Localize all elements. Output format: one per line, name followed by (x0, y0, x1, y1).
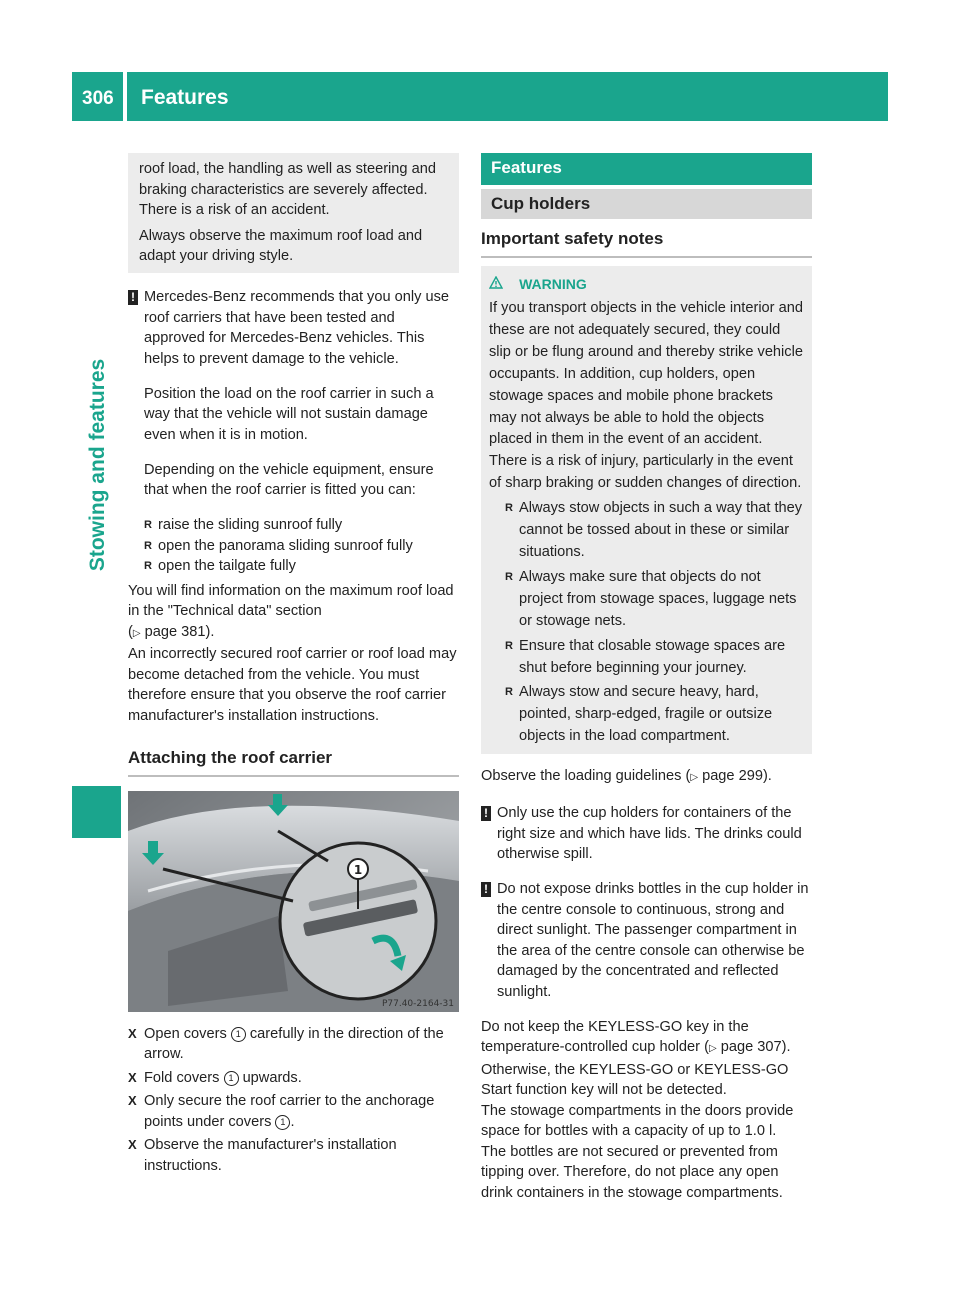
body-paragraph (481, 766, 812, 789)
warning-text: If you transport objects in the vehicle interior and these are not adequately secured, they could slip or be flung around and thereby strike vehicle occupants. In addition, cup holders, open stowage spaces and mobile phone brackets may not always be able to hold the objects placed in them in the event of an accident. There is a risk of injury, particularly in the event of sharp braking or sudden changes of direction. (489, 300, 803, 492)
left-column (128, 153, 459, 1176)
warning-triangle-icon (489, 277, 507, 293)
list-item: R Always make sure that objects do not project from stowage spaces, luggage nets or stowage nets. (505, 567, 804, 633)
page-ref-arrow-icon: ▷ (690, 772, 699, 784)
list-item: R Ensure that closable stowage spaces are shut before beginning your journey. (505, 636, 804, 680)
subsection-banner: Cup holders (481, 189, 812, 219)
step-text: Fold covers (144, 1069, 220, 1086)
body-text: You will find information on the maximum roof load in the "Technical data" section (128, 582, 454, 620)
body-text: Observe the loading guidelines ( (481, 768, 691, 785)
list-item: R open the panorama sliding sunroof fully (144, 536, 459, 557)
section-side-label (86, 340, 110, 590)
callout-icon: 1 (231, 1027, 246, 1042)
instruction-step (128, 1135, 459, 1176)
list-item: R open the tailgate fully (144, 556, 459, 577)
step-text: . (290, 1113, 295, 1130)
page-ref-arrow-icon: ▷ (708, 1043, 717, 1055)
header-divider (123, 72, 127, 121)
page-number: 306 (82, 88, 114, 109)
list-item: R Always stow and secure heavy, hard, pointed, sharp-edged, fragile or outsize objects in the load compartment. (505, 682, 804, 748)
roof-carrier-illustration (128, 791, 459, 1012)
step-text: upwards. (242, 1069, 302, 1086)
body-paragraph: The bottles are not secured or prevented from tipping over. Therefore, do not place any open drink containers in the stowage compartments. (481, 1143, 783, 1201)
warning-title: WARNING (519, 275, 587, 292)
warning-title-row (489, 274, 804, 296)
section-heading: Important safety notes (481, 229, 812, 258)
section-side-label-text: Stowing and features (86, 358, 109, 572)
note-block (481, 879, 812, 1002)
step-arrow-icon: X (128, 1025, 137, 1041)
roof-carrier-photo (128, 791, 459, 1012)
page-ref-arrow-icon: ▷ (132, 627, 141, 639)
instruction-step (128, 1068, 459, 1089)
callout-number: 1 (353, 862, 363, 877)
page-title: Features (141, 86, 229, 109)
warning-continuation-box (128, 153, 459, 273)
exclamation-icon: ! (128, 290, 138, 305)
instruction-step (128, 1024, 459, 1065)
step-text: carefully in the direction of the arrow. (144, 1025, 444, 1063)
body-paragraph: An incorrectly secured roof carrier or roof load may become detached from the vehicle. You must therefore ensure that you observe the roof carrier manufacturer's installation instructions. (128, 646, 457, 724)
step-text: Open covers (144, 1025, 227, 1042)
note-text: Position the load on the roof carrier in such a way that the vehicle will not sustain damage even when it is in motion. (144, 385, 434, 443)
step-arrow-icon: X (128, 1093, 137, 1109)
step-arrow-icon: X (128, 1137, 137, 1153)
note-block (481, 803, 812, 865)
callout-icon: 1 (275, 1115, 290, 1130)
note-text: Depending on the vehicle equipment, ensure that when the roof carrier is fitted you can: (144, 461, 434, 499)
note-block (128, 287, 459, 577)
right-column (481, 153, 812, 1203)
body-text: Do not keep the KEYLESS-GO key in the temperature-controlled cup holder ( (481, 1018, 749, 1056)
list-item: R raise the sliding sunroof fully (144, 515, 459, 536)
body-text: page 307). Otherwise, the KEYLESS-GO or KEYLESS-GO Start function key will not be detected. (481, 1039, 791, 1099)
warning-text: roof load, the handling as well as steering and braking characteristics are severely affected. There is a risk of an accident. (139, 161, 436, 218)
note-text: Only use the cup holders for containers of the right size and which have lids. The drinks could otherwise spill. (497, 805, 802, 863)
step-text: Observe the manufacturer's installation instructions. (144, 1137, 397, 1174)
instruction-steps (128, 1024, 459, 1177)
body-paragraph: You will find information on the maximum roof load in the "Technical data" section (▷ page 381). (128, 582, 454, 640)
warning-text: Always observe the maximum roof load and adapt your driving style. (139, 227, 423, 264)
page-link[interactable]: page 381). (144, 623, 215, 640)
page-link[interactable]: page 299). (702, 768, 772, 785)
exclamation-icon: ! (481, 882, 491, 897)
exclamation-icon: ! (481, 806, 491, 821)
body-paragraph (481, 1017, 812, 1101)
note-text: Mercedes-Benz recommends that you only use roof carriers that have been tested and approved for Mercedes-Benz vehicles. This helps to prevent damage to the vehicle. (144, 289, 449, 367)
image-code: P77.40-2164-31 (381, 998, 454, 1009)
note-text: Do not expose drinks bottles in the cup holder in the centre console to continuous, strong and direct sunlight. The passenger compartment in the area of the centre console can otherwise be damaged by the concentrated and reflected sunlight. (497, 881, 809, 1000)
instruction-step (128, 1091, 459, 1132)
step-text: Only secure the roof carrier to the anchorage points under covers (144, 1093, 435, 1130)
list-item: R Always stow objects in such a way that they cannot be tossed about in these or similar situations. (505, 498, 804, 564)
side-tab-block (72, 786, 121, 838)
body-paragraph: The stowage compartments in the doors provide space for bottles with a capacity of up to 1.0 l. (481, 1102, 794, 1140)
warning-box (481, 266, 812, 755)
callout-icon: 1 (224, 1071, 239, 1086)
section-banner: Features (481, 153, 812, 185)
section-heading: Attaching the roof carrier (128, 748, 459, 777)
step-arrow-icon: X (128, 1069, 137, 1085)
